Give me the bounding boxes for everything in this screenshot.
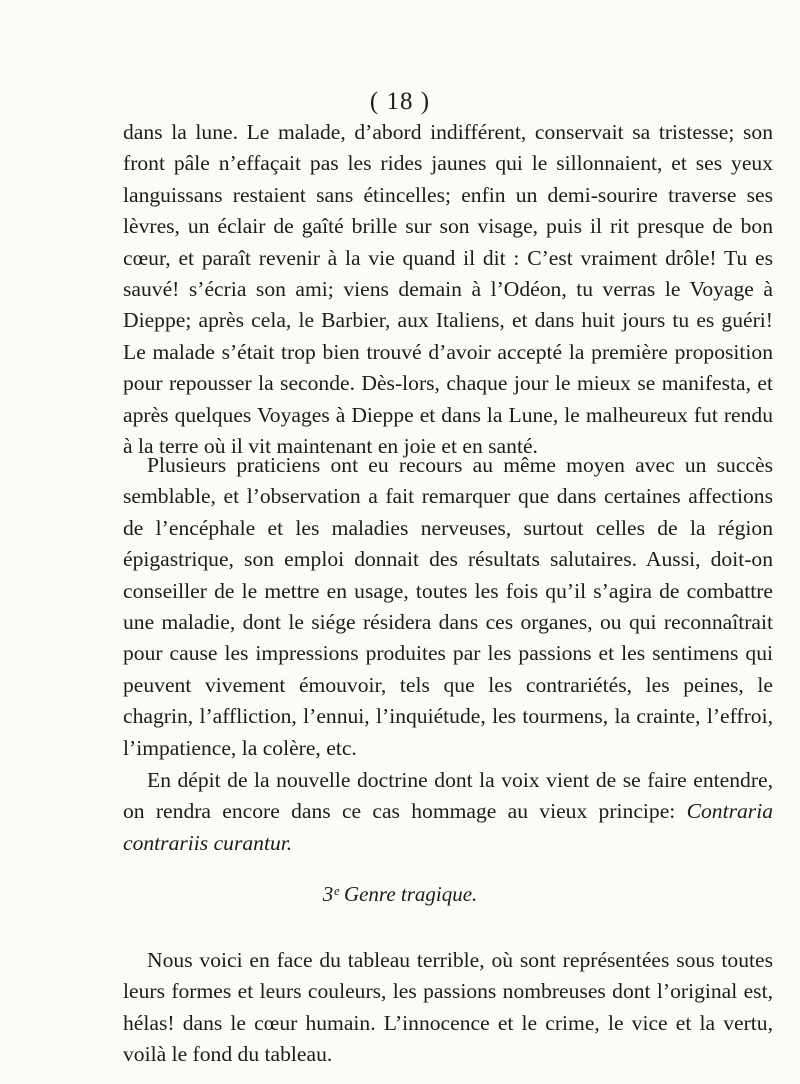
paragraph-3-text: En dépit de la nouvelle doctrine dont la voix vient de se faire entendre, on rendra encore dans ce cas hommage au vieux principe: <box>123 768 773 824</box>
page-number: ( 18 ) <box>369 88 431 115</box>
paragraph-1: dans la lune. Le malade, d’abord indifférent, conservait sa tristesse; son front pâle n’effaçait pas les rides jaunes qui le sillonnaient, et ses yeux languissans restaient sans étincelles; enfin un demi-sourire traverse ses lèvres, un éclair de gaîté brille sur son visage, puis il rit presque de bon cœur, et paraît revenir à la vie quand il dit : C’est vraiment drôle! Tu es sauvé! s’écria son ami; viens demain à l’Odéon, tu verras le Voyage à Dieppe; après cela, le Barbier, aux Italiens, et dans huit jours tu es guéri! Le malade s’était trop bien trouvé d’avoir accepté la première proposition pour repousser la seconde. Dès-lors, chaque jour le mieux se manifesta, et après quelques Voyages à Dieppe et dans la Lune, le malheureux fut rendu à la terre où il vit maintenant en joie et en santé. <box>123 120 773 459</box>
paragraph-4: Nous voici en face du tableau terrible, où sont représentées sous toutes leurs formes et leurs couleurs, les passions nombreuses dont l’original est, hélas! dans le cœur humain. L’innocence et le crime, le vice et la vertu, voilà le fond du tableau. <box>123 948 773 1067</box>
section-heading: 3ᵉ Genre tragique. <box>322 882 478 906</box>
latin-maxim: Contraria contrariis curantur. <box>123 799 773 855</box>
paragraph-3 <box>123 765 773 859</box>
paragraph-2: Plusieurs praticiens ont eu recours au même moyen avec un succès semblable, et l’observation a fait remarquer que dans certaines affections de l’encéphale et les maladies nerveuses, surtout celles de la région épigastrique, son emploi donnait des résultats salutaires. Aussi, doit-on conseiller de le mettre en usage, toutes les fois qu’il s’agira de combattre une maladie, dont le siége résidera dans ces organes, ou qui reconnaîtrait pour cause les impressions produites par les passions et les sentimens qui peuvent vivement émouvoir, tels que les contrariétés, les peines, le chagrin, l’affliction, l’ennui, l’inquiétude, les tourmens, la crainte, l’effroi, l’impatience, la colère, etc. <box>123 453 773 760</box>
